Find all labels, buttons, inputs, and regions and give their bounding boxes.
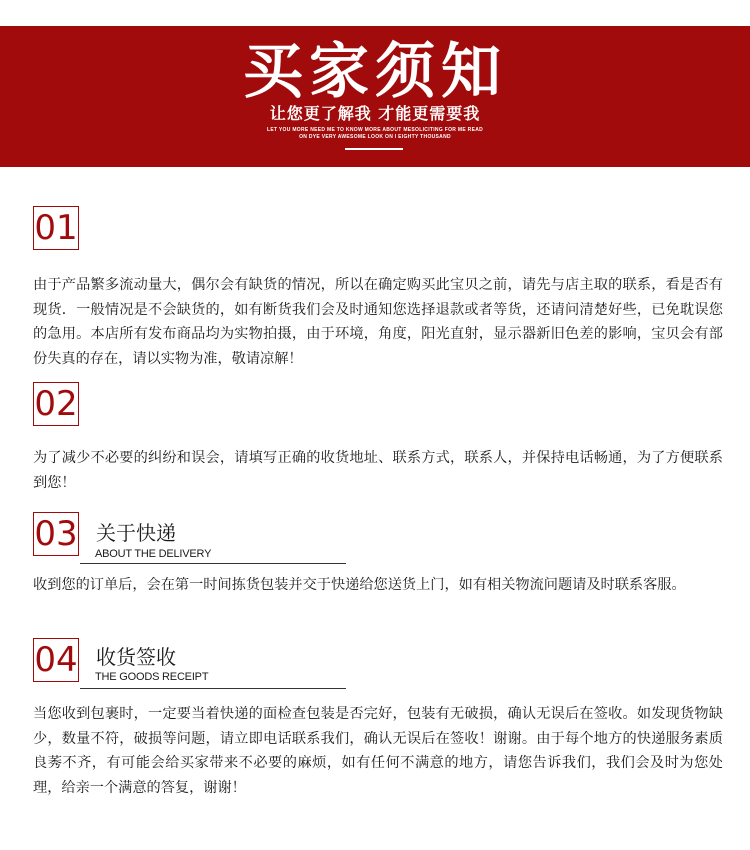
section-04-title-en: THE GOODS RECEIPT bbox=[95, 671, 209, 683]
section-number-03: 03 bbox=[34, 514, 78, 554]
section-number-04: 04 bbox=[34, 640, 78, 680]
section-01-text: 由于产品繁多流动量大，偶尔会有缺货的情况，所以在确定购买此宝贝之前，请先与店主取的联系，看是否有现货．一般情况是不会缺货的，如有断货我们会及时通知您选择退款或者等货，还请问清楚好些，已免耽误您的急用。本店所有发布商品均为实物拍摄，由于环境，角度，阳光直射，显示器新旧色差的影响，宝贝会有部份失真的存在，请以实物为准，敬请凉解！ bbox=[33, 277, 723, 367]
banner-english-line-1: LET YOU MORE NEED ME TO KNOW MORE ABOUT MESOLICITING FOR ME READ bbox=[266, 127, 484, 133]
section-02-text: 为了减少不必要的纠纷和误会，请填写正确的收货地址、联系方式，联系人，并保持电话畅通，为了方便联系到您！ bbox=[33, 450, 723, 491]
section-number-02: 02 bbox=[34, 384, 78, 424]
section-number-01: 01 bbox=[34, 208, 78, 248]
banner-subtitle: 让您更了解我 才能更需要我 bbox=[269, 104, 481, 123]
banner-english-line-2: ON DYE VERY AWESOME LOOK ON I EIGHTY THOUSAND bbox=[299, 134, 451, 140]
section-04-text: 当您收到包裹时，一定要当着快递的面检查包装是否完好，包装有无破损，确认无误后在签收。如发现货物缺少，数量不符，破损等问题，请立即电话联系我们，确认无误后在签收！谢谢。由于每个地方的快递服务素质良莠不齐，有可能会给买家带来不必要的麻烦，如有任何不满意的地方，请您告诉我们，我们会及时为您处理，给亲一个满意的答复，谢谢！ bbox=[33, 706, 723, 796]
section-04-title: 收货签收 bbox=[96, 645, 176, 669]
section-03-text: 收到您的订单后，会在第一时间拣货包装并交于快递给您送货上门，如有相关物流问题请及时联系客服。 bbox=[33, 577, 686, 593]
banner-english-text bbox=[0, 127, 750, 141]
banner-divider bbox=[345, 148, 403, 150]
banner-title: 买家须知 bbox=[243, 37, 507, 107]
section-03-title-en: ABOUT THE DELIVERY bbox=[95, 548, 212, 560]
section-03-divider bbox=[80, 563, 346, 564]
section-04-divider bbox=[80, 688, 346, 689]
section-03-title: 关于快递 bbox=[96, 521, 176, 545]
header-banner bbox=[0, 26, 750, 167]
